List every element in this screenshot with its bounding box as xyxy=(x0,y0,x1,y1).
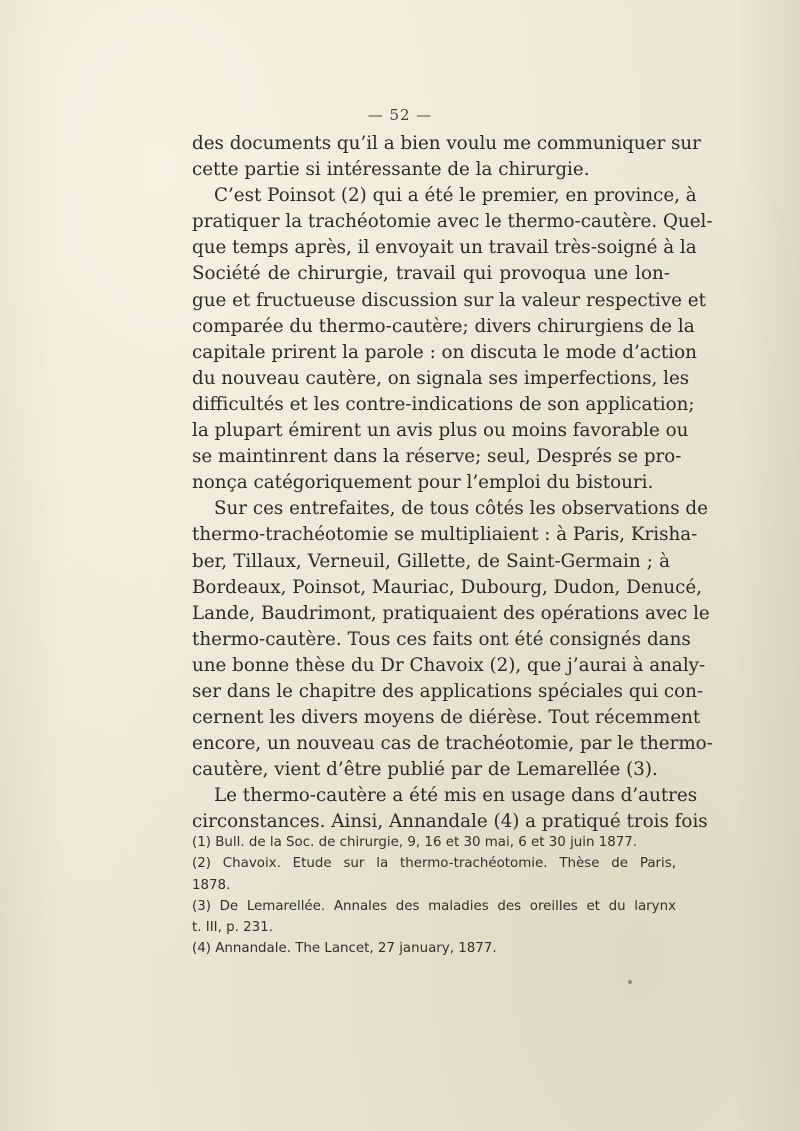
body-line: gue et fructueuse discussion sur la valeur respective et xyxy=(192,289,706,311)
body-line: cautère, vient d’être publié par de Lemarellée (3). xyxy=(192,759,658,781)
body-line: Lande, Baudrimont, pratiquaient des opérations avec le xyxy=(192,602,710,624)
footnote-line: (2) Chavoix. Etude sur la thermo-trachéotomie. Thèse de Paris, xyxy=(192,856,676,872)
body-text xyxy=(192,131,713,836)
body-line: ser dans le chapitre des applications spéciales qui con- xyxy=(192,680,704,702)
body-line: nonça catégoriquement pour l’emploi du bistouri. xyxy=(192,472,654,494)
body-line: se maintinrent dans la réserve; seul, Després se pro- xyxy=(192,446,682,468)
body-line: difficultés et les contre-indications de son application; xyxy=(192,393,695,415)
body-line: pratiquer la trachéotomie avec le thermo-cautère. Quel- xyxy=(192,211,713,233)
body-line: cette partie si intéressante de la chirurgie. xyxy=(192,159,590,181)
body-line: encore, un nouveau cas de trachéotomie, par le thermo- xyxy=(192,733,713,755)
body-line: thermo-cautère. Tous ces faits ont été consignés dans xyxy=(192,628,691,650)
body-line: circonstances. Ainsi, Annandale (4) a pratiqué trois fois xyxy=(192,811,708,833)
body-line: thermo-trachéotomie se multipliaient : à Paris, Krisha- xyxy=(192,524,698,546)
footnote-line: (1) Bull. de la Soc. de chirurgie, 9, 16 et 30 mai, 6 et 30 juin 1877. xyxy=(192,835,638,850)
page-number: — 52 — xyxy=(367,106,433,124)
body-line: la plupart émirent un avis plus ou moins favorable ou xyxy=(192,420,689,442)
footnotes xyxy=(192,832,676,960)
body-line: Le thermo-cautère a été mis en usage dans d’autres xyxy=(214,785,698,807)
footnote-line: (4) Annandale. The Lancet, 27 january, 1877. xyxy=(192,941,497,957)
body-line: comparée du thermo-cautère; divers chirurgiens de la xyxy=(192,315,695,337)
body-line: Bordeaux, Poinsot, Mauriac, Dubourg, Dudon, Denucé, xyxy=(192,576,702,598)
body-line: C’est Poinsot (2) qui a été le premier, en province, à xyxy=(214,185,697,207)
body-line: une bonne thèse du Dr Chavoix (2), que j’aurai à analy- xyxy=(192,654,706,676)
body-line: Sur ces entrefaites, de tous côtés les observations de xyxy=(214,498,708,520)
footnote-line: 1878. xyxy=(192,877,231,893)
body-line: du nouveau cautère, on signala ses imperfections, les xyxy=(192,367,690,389)
body-line: Société de chirurgie, travail qui provoqua une lon- xyxy=(192,263,670,285)
body-line: capitale prirent la parole : on discuta le mode d’action xyxy=(192,341,697,363)
body-line: des documents qu’il a bien voulu me communiquer sur xyxy=(192,133,701,154)
body-line: cernent les divers moyens de diérèse. Tout récemment xyxy=(192,707,701,729)
body-line: que temps après, il envoyait un travail très-soigné à la xyxy=(192,237,697,259)
footnote-line: (3) De Lemarellée. Annales des maladies des oreilles et du larynx xyxy=(192,898,676,914)
footnote-line: t. III, p. 231. xyxy=(192,920,273,936)
ink-speck xyxy=(628,980,632,984)
body-line: ber, Tillaux, Verneuil, Gillette, de Saint-Germain ; à xyxy=(192,550,670,572)
